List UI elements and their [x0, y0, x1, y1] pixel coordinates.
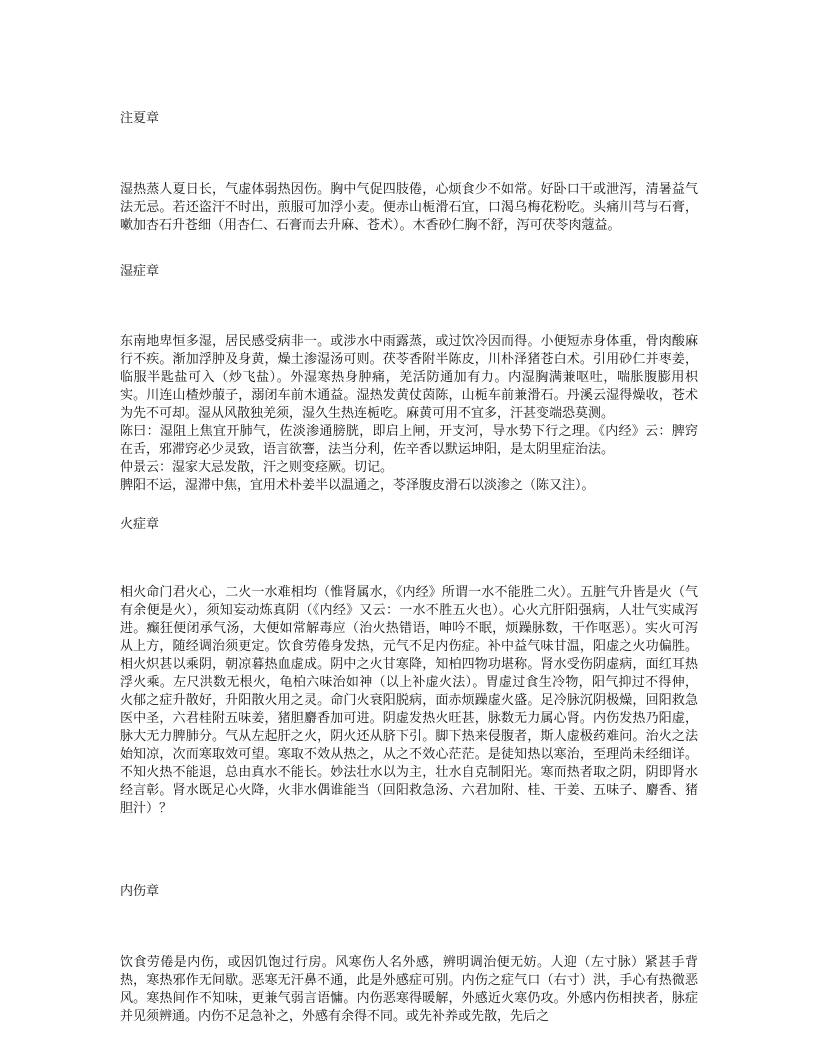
section-huozheng	[120, 516, 698, 534]
paragraph: 脾阳不运，湿滞中焦，宜用术朴姜半以温通之，苓泽腹皮滑石以淡渗之（陈又注）。	[120, 478, 595, 493]
section-neishang-body	[120, 954, 698, 1026]
section-neishang	[120, 883, 698, 901]
section-huozheng-body	[120, 584, 698, 818]
section-zhuxia-body	[120, 181, 698, 235]
section-shizheng-body	[120, 333, 698, 495]
paragraph: 湿热蒸人夏日长，气虚体弱热因伤。胸中气促四肢倦，心烦食少不如常。好卧口干或泄泻，清暑益气法无忌。若还盗汗不时出，煎服可加浮小麦。便赤山栀滑石宜，口渴乌梅花粉吃。头痛川芎与石膏，嗽加杏石升苍细（用杏仁、石膏而去升麻、苍术）。木香砂仁胸不舒，泻可茯苓肉蔻益。	[120, 182, 698, 233]
paragraph: 相火命门君火心，二火一水难相均（惟肾属水，《内经》所谓一水不能胜二火）。五脏气升皆是火（气有余便是火），须知妄动炼真阴（《内经》又云：一水不胜五火也）。心火亢肝阳强病，人壮气实咸泻进。癫狂便闭承气汤，大便如常解毒应（治火热错语，呻吟不眠，烦躁脉数，干作呕恶）。实火可泻从上方，随经调治须更定。饮食劳倦身发热，元气不足内伤症。补中益气味甘温，阳虚之火功偏胜。相火炽甚以乘阴，朝凉暮热血虚成。阴中之火甘寒降，知柏四物功堪称。肾水受伤阴虚病，面红耳热浮火乘。左尺洪数无根火，龟柏六味治如神（以上补虚火法）。胃虚过食生冷物，阳气抑过不得伸，火郁之症升散好，升阳散火用之灵。命门火衰阳脱病，面赤烦躁虚火盛。足冷脉沉阴极燥，回阳救急医中圣，六君桂附五味姜，猪胆麝香加可进。阴虚发热火旺甚，脉数无力属心肾。内伤发热乃阳虚，脉大无力脾肺分。气从左起肝之火，阴火还从脐下引。脚下热来侵腹者，斯人虚极药难问。治火之法始知凉，次而寒取效可望。寒取不效从热之，从之不效心茫茫。是徒知热以寒治，至理尚未经细详。不知火热不能退，总由真水不能长。妙法壮水以为主，壮水自克制阳光。寒而热者取之阴，阴即肾水经言彰。肾水既足心火降，火非水偶谁能当（回阳救急汤、六君加附、桂、干姜、五味子、麝香、猪胆汁）？	[120, 585, 698, 816]
section-title: 湿症章	[120, 264, 160, 279]
section-title: 火症章	[120, 517, 160, 532]
section-shizheng	[120, 263, 698, 281]
paragraph: 仲景云：湿家大忌发散，汗之则变痉厥。切记。	[120, 460, 394, 475]
paragraph: 饮食劳倦是内伤，或因饥饱过行房。风寒伤人名外感，辨明调治便无妨。人迎（左寸脉）紧甚手背热，寒热邪作无间歇。恶寒无汗鼻不通，此是外感症可别。内伤之症气口（右寸）洪，手心有热微恶风。寒热间作不知味，更兼气弱言语慵。内伤恶寒得暖解，外感近火寒仍攻。外感内伤相挟者，脉症并见须辨通。内伤不足急补之，外感有余得不同。或先补养或先散，先后之	[120, 955, 698, 1024]
section-title: 内伤章	[120, 884, 160, 899]
paragraph: 东南地卑恒多湿，居民感受病非一。或涉水中雨露蒸，或过饮冷因而得。小便短赤身体重，骨肉酸麻行不疾。渐加浮肿及身黄，燥土渗湿汤可则。茯苓香附半陈皮，川朴泽猪苍白术。引用砂仁并枣姜，临服半匙盐可入（炒飞盐）。外湿寒热身肿痛，羌活防通加有力。内湿胸满兼呕吐，喘胀腹膨用枳实。川连山楂炒菔子，溺闭车前木通益。湿热发黄仗茵陈，山栀车前兼滑石。丹溪云湿得燥收，苍术为先不可却。湿从风散独羌须，湿久生热连栀吃。麻黄可用不宜多，汗甚变端恐莫测。	[120, 334, 698, 421]
section-title: 注夏章	[120, 111, 160, 126]
section-zhuxia	[120, 110, 698, 128]
paragraph: 陈曰：湿阻上焦宜开肺气，佐淡渗通膀胱，即启上闸，开支河，导水势下行之理。《内经》云：脾窍在舌，邪滞窍必少灵致，语言欲謇，法当分利，佐辛香以默运坤阳，是太阴里症治法。	[120, 424, 698, 457]
